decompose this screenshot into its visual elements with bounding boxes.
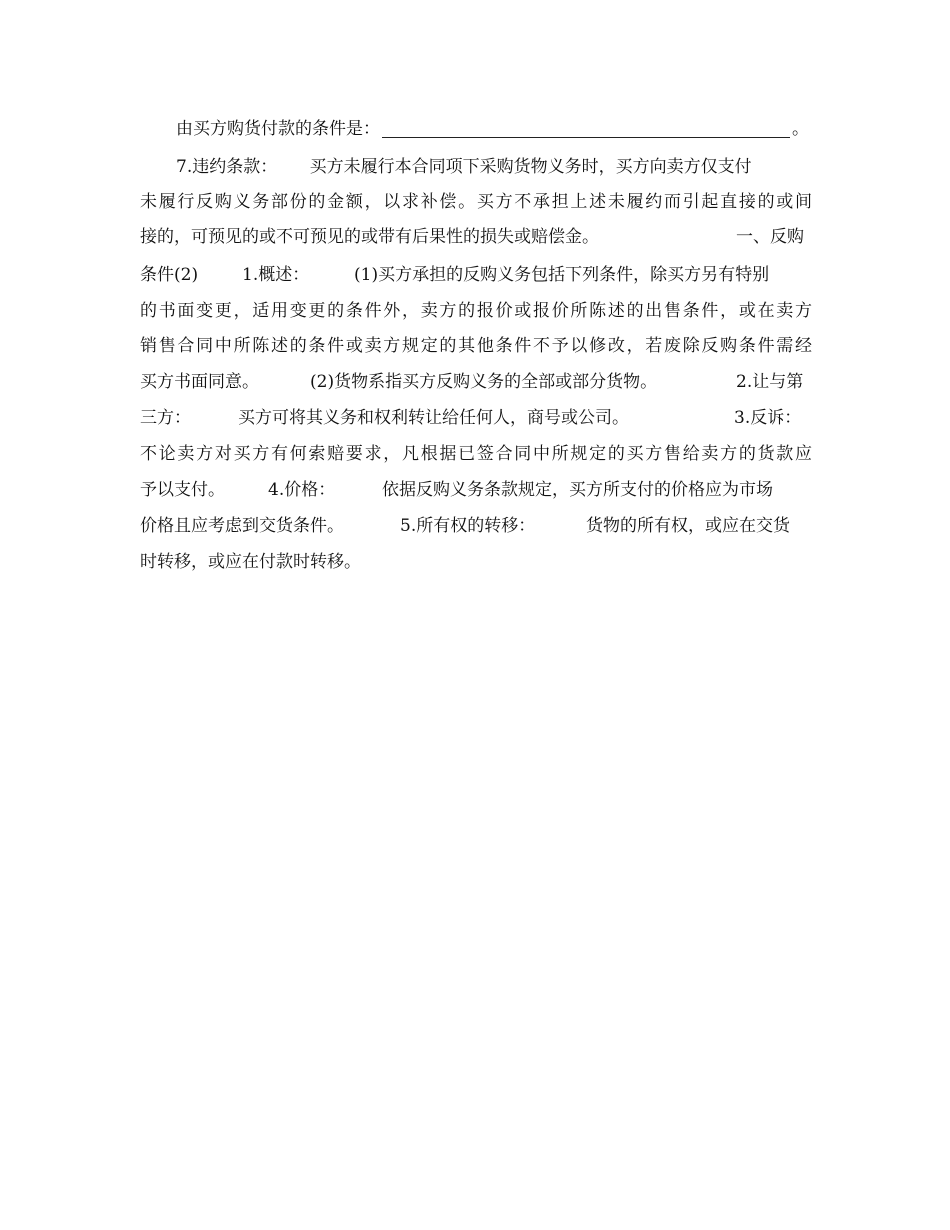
transfer-line bbox=[140, 405, 812, 431]
breach-text-1: 买方未履行本合同项下采购货物义务时，买方向卖方仅支付 bbox=[309, 157, 752, 177]
payment-condition-line bbox=[176, 116, 836, 142]
breach-text-3: 接的，可预见的或不可预见的或带有后果性的损失或赔偿金。 bbox=[140, 227, 599, 247]
payment-condition-blank bbox=[382, 119, 790, 138]
overview-heading: 1.概述： bbox=[242, 265, 310, 285]
breach-line-3 bbox=[140, 224, 812, 250]
overview-line-1 bbox=[140, 262, 812, 288]
overview-line-2 bbox=[140, 298, 812, 324]
ownership-line-2 bbox=[140, 549, 812, 575]
price-line-1 bbox=[140, 477, 812, 503]
price-text-1: 依据反购义务条款规定，买方所支付的价格应为市场 bbox=[382, 480, 773, 500]
transfer-heading-part1: 2.让与第 bbox=[736, 372, 804, 392]
counterclaim-text-1: 不论卖方对买方有何索赔要求，凡根据已签合同中所规定的买方售给卖方的货款应 bbox=[140, 444, 812, 464]
breach-line-2 bbox=[140, 189, 812, 215]
ownership-line-1 bbox=[140, 513, 812, 539]
transfer-text: 买方可将其义务和权利转让给任何人，商号或公司。 bbox=[238, 408, 629, 428]
overview-item1-text-4: 买方书面同意。 bbox=[140, 372, 259, 392]
price-text-2: 价格且应考虑到交货条件。 bbox=[140, 516, 344, 536]
breach-heading: 7.违约条款： bbox=[176, 157, 278, 177]
overview-item1-text-1: (1)买方承担的反购义务包括下列条件，除买方另有特别 bbox=[354, 265, 770, 285]
spacer bbox=[277, 157, 309, 177]
overview-item1-text-2: 的书面变更，适用变更的条件外，卖方的报价或报价所陈述的出售条件，或在卖方 bbox=[140, 301, 812, 321]
overview-line-3 bbox=[140, 333, 812, 359]
counterclaim-heading: 3.反诉： bbox=[734, 408, 802, 428]
payment-condition-end: 。 bbox=[792, 119, 809, 139]
breach-text-2: 未履行反购义务部份的金额，以求补偿。买方不承担上述未履约而引起直接的或间 bbox=[140, 192, 812, 212]
section-title-part2: 条件(2) bbox=[140, 265, 199, 285]
overview-line-4 bbox=[140, 369, 812, 395]
overview-item1-text-3: 销售合同中所陈述的条件或卖方规定的其他条件不予以修改，若废除反购条件需经 bbox=[140, 336, 812, 356]
counterclaim-line-1 bbox=[140, 441, 812, 467]
section-title-part1: 一、反购 bbox=[736, 227, 804, 247]
breach-line-1 bbox=[176, 154, 812, 180]
ownership-text-1: 货物的所有权，或应在交货 bbox=[586, 516, 790, 536]
price-heading: 4.价格： bbox=[268, 480, 336, 500]
ownership-text-2: 时转移，或应在付款时转移。 bbox=[140, 552, 361, 572]
overview-item2-text: (2)货物系指买方反购义务的全部或部分货物。 bbox=[310, 372, 658, 392]
ownership-heading: 5.所有权的转移： bbox=[400, 516, 536, 536]
payment-condition-label: 由买方购货付款的条件是： bbox=[176, 119, 380, 139]
transfer-heading-part2: 三方： bbox=[140, 408, 191, 428]
counterclaim-text-2: 予以支付。 bbox=[140, 480, 225, 500]
